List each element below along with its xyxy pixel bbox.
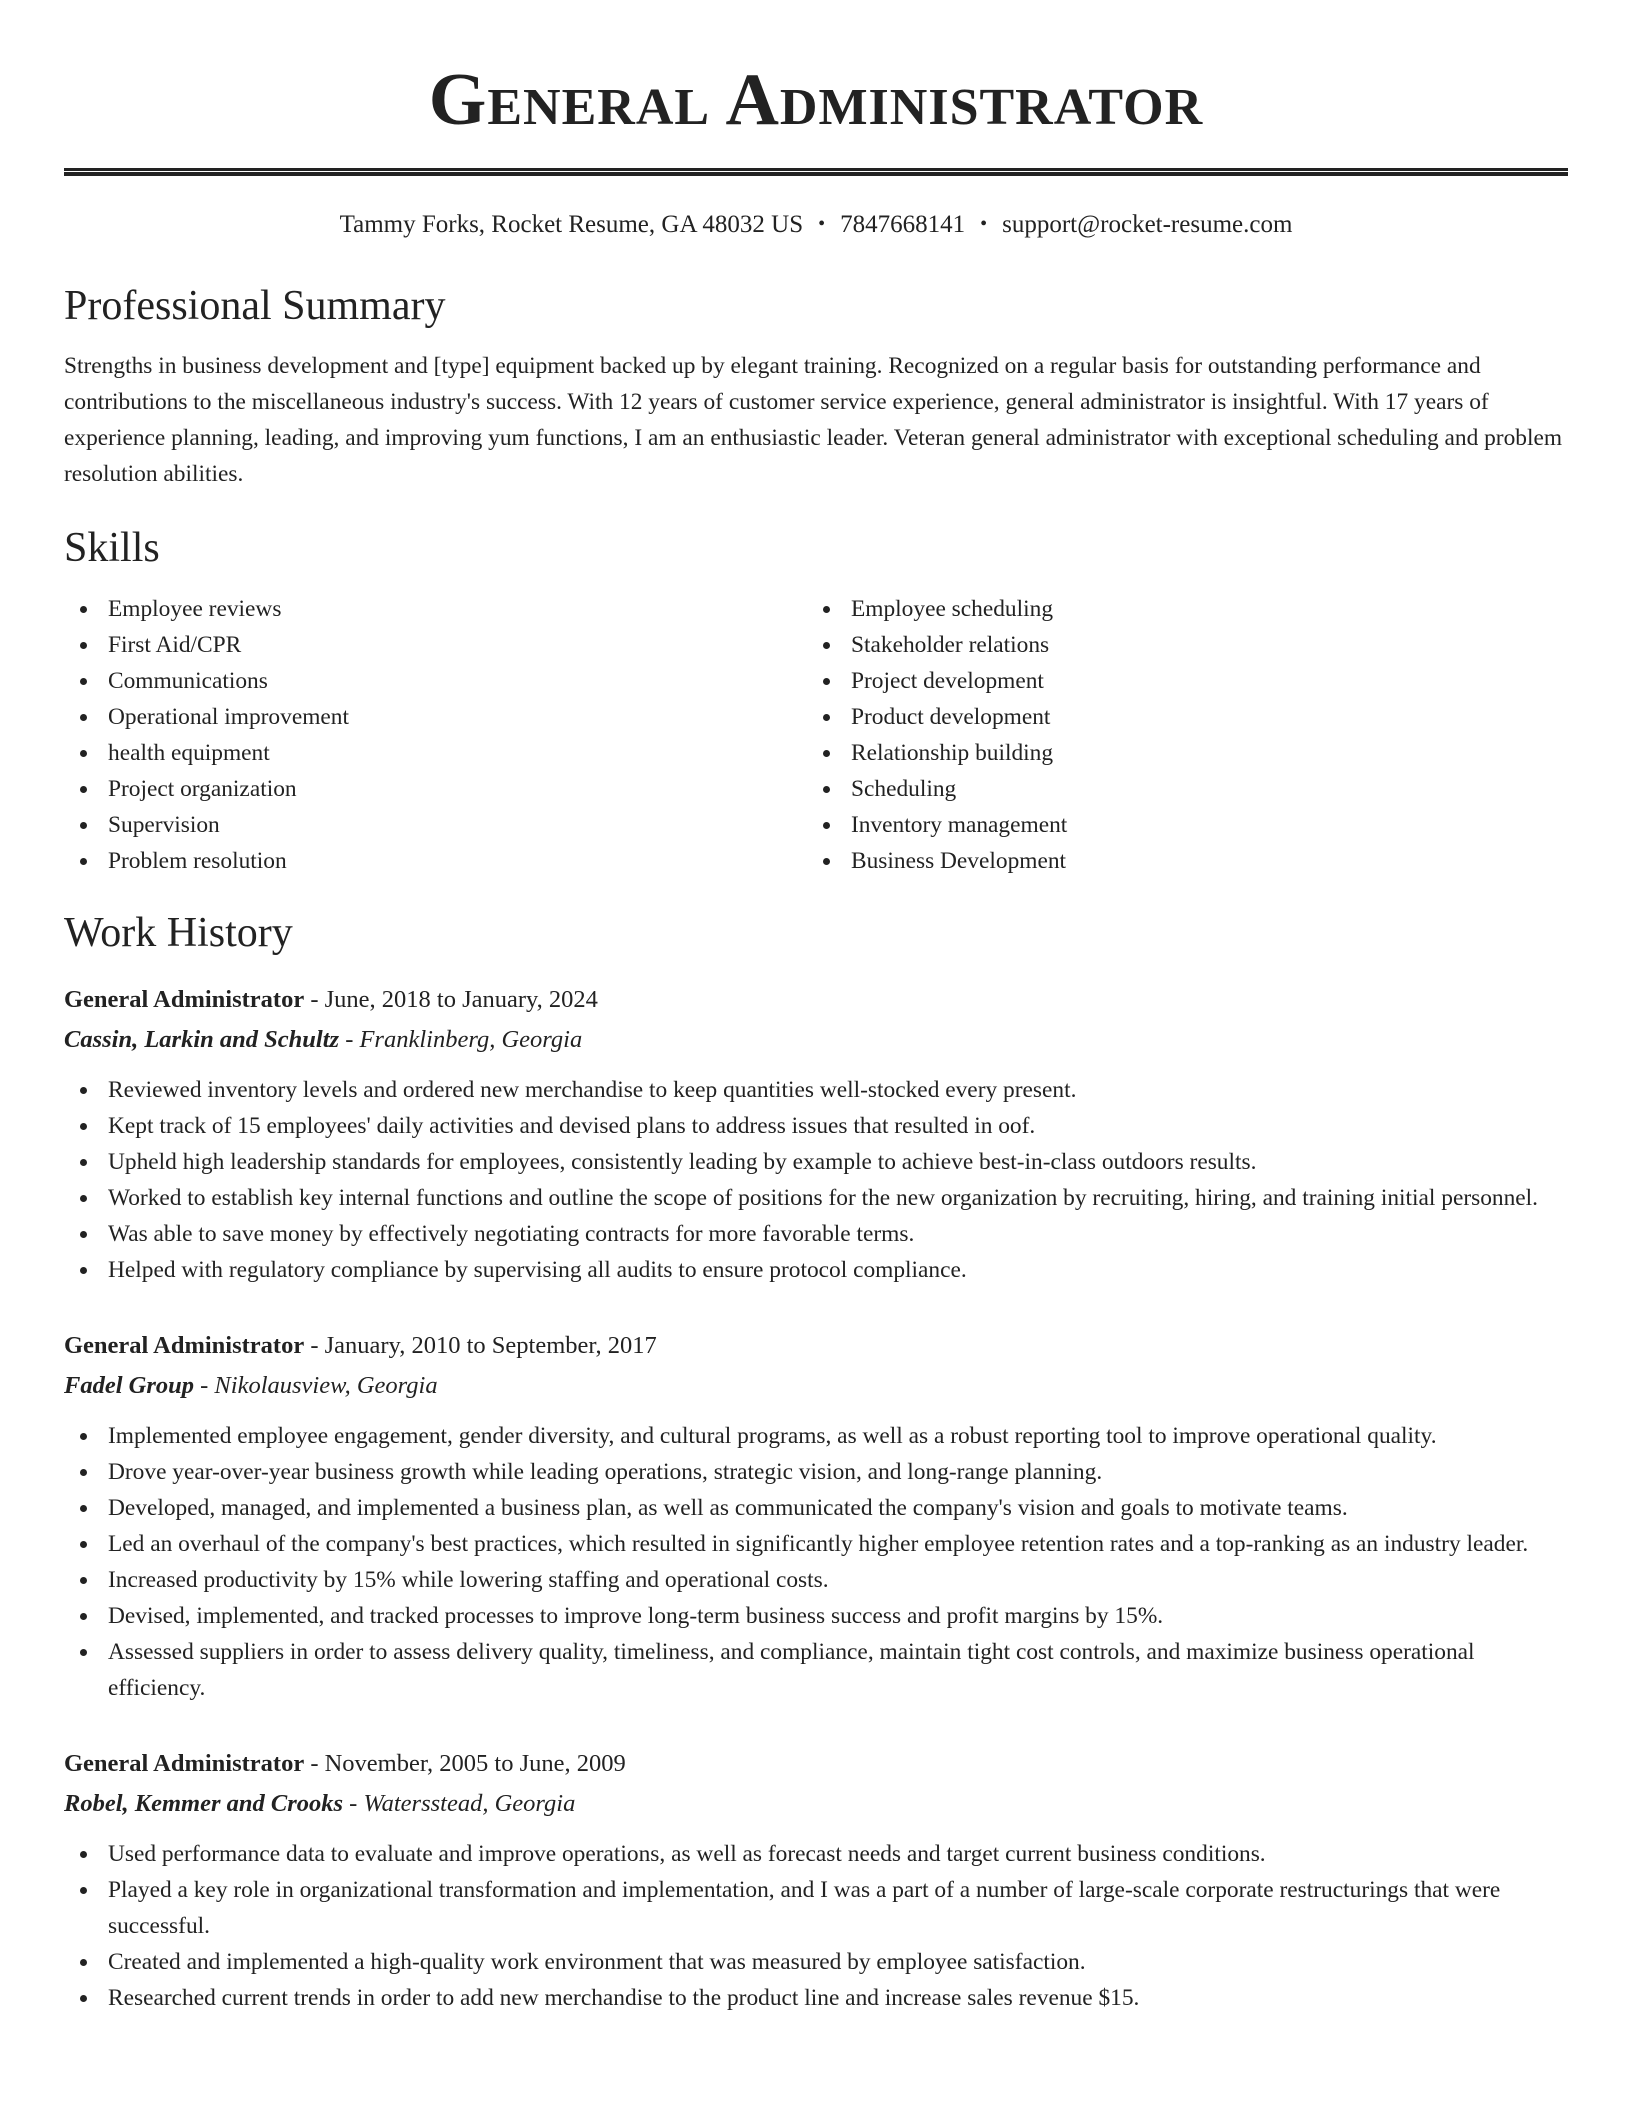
work-history-heading: Work History <box>64 910 293 956</box>
job-bullet: Implemented employee engagement, gender diversity, and cultural programs, as well as a robust reporting tool to improve operational quality. <box>64 1418 1568 1454</box>
job-role: General Administrator <box>64 1332 305 1359</box>
job-bullets <box>64 1836 1568 2016</box>
skill-item: Inventory management <box>807 807 1567 843</box>
job-bullet: Created and implemented a high-quality work environment that was measured by employee satisfaction. <box>64 1944 1568 1980</box>
skill-item: Stakeholder relations <box>807 627 1567 663</box>
job-location: - Franklinberg, Georgia <box>339 1026 583 1053</box>
job-role: General Administrator <box>64 986 305 1013</box>
skill-item: Project organization <box>64 771 807 807</box>
job-bullet: Helped with regulatory compliance by supervising all audits to ensure protocol compliance. <box>64 1252 1568 1288</box>
contact-address: Tammy Forks, Rocket Resume, GA 48032 US <box>339 211 804 238</box>
job-company: Fadel Group <box>64 1372 195 1399</box>
job-bullet: Played a key role in organizational transformation and implementation, and I was a part of a number of large-scale corporate restructurings that were successful. <box>64 1872 1568 1944</box>
job-bullet: Was able to save money by effectively negotiating contracts for more favorable terms. <box>64 1216 1568 1252</box>
job-bullet: Researched current trends in order to add new merchandise to the product line and increase sales revenue $15. <box>64 1980 1568 2016</box>
skills-column-left <box>64 591 807 879</box>
contact-separator: • <box>980 213 988 235</box>
job-dates: - June, 2018 to January, 2024 <box>304 986 598 1013</box>
summary-text: Strengths in business development and [type] equipment backed up by elegant training. Recognized on a regular basis for outstanding performance and contributions to the miscellaneous industry's success. With 12 years of customer service experience, general administrator is insightful. With 17 years of experience planning, leading, and improving yum functions, I am an enthusiastic leader. Veteran general administrator with exceptional scheduling and problem resolution abilities. <box>64 353 1563 487</box>
job-bullet: Kept track of 15 employees' daily activities and devised plans to address issues that resulted in oof. <box>64 1108 1568 1144</box>
job-entry <box>64 980 1568 1288</box>
skill-item: Problem resolution <box>64 843 807 879</box>
skills-heading: Skills <box>64 525 160 571</box>
skill-item: Supervision <box>64 807 807 843</box>
job-title-line <box>64 980 1568 1020</box>
job-title-line <box>64 1326 1568 1366</box>
resume-name: General Administrator <box>428 59 1204 141</box>
skill-item: Employee reviews <box>64 591 807 627</box>
job-dates: - November, 2005 to June, 2009 <box>304 1750 626 1777</box>
skill-item: health equipment <box>64 735 807 771</box>
skill-item: Employee scheduling <box>807 591 1567 627</box>
job-entry <box>64 1326 1568 1706</box>
job-bullets <box>64 1072 1568 1288</box>
job-bullet: Devised, implemented, and tracked processes to improve long-term business success and profit margins by 15%. <box>64 1598 1568 1634</box>
job-title-line <box>64 1744 1568 1784</box>
skill-item: Scheduling <box>807 771 1567 807</box>
job-bullet: Assessed suppliers in order to assess delivery quality, timeliness, and compliance, maintain tight cost controls, and maximize business operational efficiency. <box>64 1634 1568 1706</box>
job-bullet: Developed, managed, and implemented a business plan, as well as communicated the company's vision and goals to motivate teams. <box>64 1490 1568 1526</box>
job-entry <box>64 1744 1568 2016</box>
job-company-line <box>64 1366 1568 1406</box>
job-company-line <box>64 1784 1568 1824</box>
job-bullet: Worked to establish key internal functions and outline the scope of positions for the new organization by recruiting, hiring, and training initial personnel. <box>64 1180 1568 1216</box>
job-bullet: Upheld high leadership standards for employees, consistently leading by example to achieve best-in-class outdoors results. <box>64 1144 1568 1180</box>
skill-item: Business Development <box>807 843 1567 879</box>
skills-list <box>64 591 1568 879</box>
summary-heading: Professional Summary <box>64 283 446 329</box>
skill-item: Relationship building <box>807 735 1567 771</box>
skill-item: Operational improvement <box>64 699 807 735</box>
job-company: Robel, Kemmer and Crooks <box>64 1790 344 1817</box>
job-bullet: Drove year-over-year business growth while leading operations, strategic vision, and long-range planning. <box>64 1454 1568 1490</box>
skill-item: First Aid/CPR <box>64 627 807 663</box>
job-role: General Administrator <box>64 1750 305 1777</box>
contact-line <box>64 208 1568 241</box>
job-bullets <box>64 1418 1568 1706</box>
job-company: Cassin, Larkin and Schultz <box>64 1026 340 1053</box>
job-bullet: Led an overhaul of the company's best practices, which resulted in significantly higher employee retention rates and a top-ranking as an industry leader. <box>64 1526 1568 1562</box>
job-bullet: Reviewed inventory levels and ordered new merchandise to keep quantities well-stocked every present. <box>64 1072 1568 1108</box>
job-location: - Watersstead, Georgia <box>343 1790 576 1817</box>
contact-separator: • <box>818 213 826 235</box>
skill-item: Project development <box>807 663 1567 699</box>
job-dates: - January, 2010 to September, 2017 <box>304 1332 657 1359</box>
skills-column-right <box>807 591 1567 879</box>
contact-phone: 7847668141 <box>840 211 966 238</box>
job-bullet: Used performance data to evaluate and improve operations, as well as forecast needs and target current business conditions. <box>64 1836 1568 1872</box>
job-location: - Nikolausview, Georgia <box>194 1372 438 1399</box>
skill-item: Product development <box>807 699 1567 735</box>
skill-item: Communications <box>64 663 807 699</box>
contact-email: support@rocket-resume.com <box>1002 211 1293 238</box>
job-bullet: Increased productivity by 15% while lowering staffing and operational costs. <box>64 1562 1568 1598</box>
job-company-line <box>64 1020 1568 1060</box>
header-divider <box>64 168 1568 176</box>
